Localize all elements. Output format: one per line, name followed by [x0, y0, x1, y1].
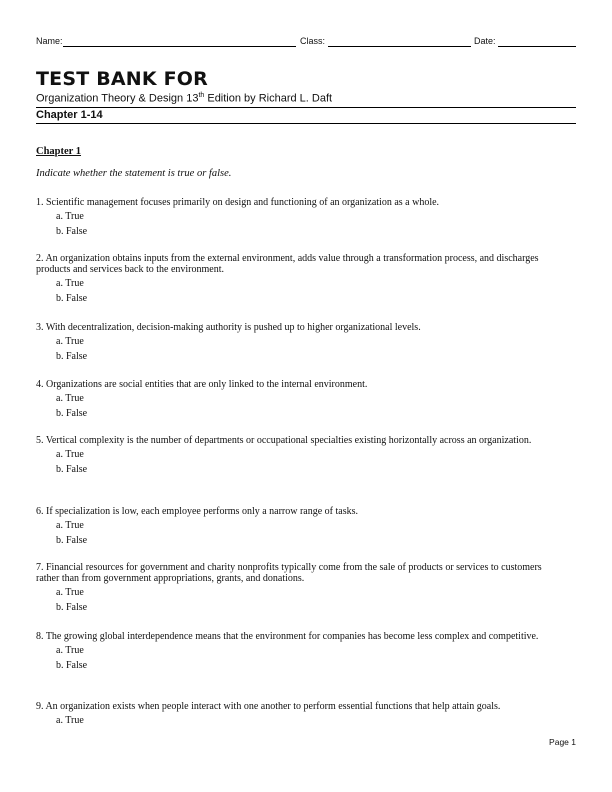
title-divider: [36, 107, 576, 108]
question-text: 6. If specialization is low, each employee performs only a narrow range of tasks.: [36, 506, 359, 517]
document-title: TEST BANK FOR: [36, 68, 208, 90]
answer-option: b. False: [56, 226, 88, 237]
question-text: 1. Scientific management focuses primarily on design and functioning of an organization as a whole.: [36, 197, 440, 208]
question-text: 2. An organization obtains inputs from the external environment, adds value through a transformation process, and discharges products and services back to the environment.: [36, 253, 539, 275]
document-subtitle: [36, 92, 332, 105]
question-text: 9. An organization exists when people interact with one another to perform essential functions that help attain goals.: [36, 701, 501, 712]
answer-option: a. True: [56, 336, 84, 347]
name-field-line: [63, 46, 296, 47]
question-text: 4. Organizations are social entities that are only linked to the internal environment.: [36, 379, 368, 390]
answer-option: a. True: [56, 520, 84, 531]
student-info-header: [36, 36, 576, 50]
question-5: [36, 435, 556, 475]
answer-option: b. False: [56, 602, 88, 613]
answer-option: b. False: [56, 408, 88, 419]
answer-option: a. True: [56, 587, 84, 598]
answer-option: a. True: [56, 393, 84, 404]
question-2: [36, 253, 556, 304]
class-label: Class:: [300, 36, 326, 46]
answer-option: a. True: [56, 449, 84, 460]
question-text: 7. Financial resources for government and charity nonprofits typically come from the sale of products or services to customers rather than from government appropriations, grants, and donations.: [36, 562, 542, 584]
page-number: Page 1: [549, 737, 576, 747]
answer-option: a. True: [56, 211, 84, 222]
answer-option: a. True: [56, 715, 84, 726]
question-3: [36, 322, 556, 362]
chapter-heading: Chapter 1: [36, 146, 82, 157]
question-6: [36, 506, 556, 546]
class-field-line: [328, 46, 471, 47]
question-9: [36, 701, 556, 726]
chapter-range-divider: [36, 123, 576, 124]
question-4: [36, 379, 556, 419]
answer-option: a. True: [56, 645, 84, 656]
chapter-range: Chapter 1-14: [36, 109, 103, 121]
answer-option: b. False: [56, 464, 88, 475]
question-text: 3. With decentralization, decision-making authority is pushed up to higher organizational levels.: [36, 322, 421, 333]
question-7: [36, 562, 556, 613]
answer-option: a. True: [56, 278, 84, 289]
instructions: Indicate whether the statement is true or false.: [36, 168, 232, 179]
date-label: Date:: [474, 36, 496, 46]
question-text: 5. Vertical complexity is the number of departments or occupational specialties existing horizontally across an organization.: [36, 435, 532, 446]
question-8: [36, 631, 556, 671]
answer-option: b. False: [56, 535, 88, 546]
subtitle-text: Organization Theory & Design 13: [36, 92, 199, 105]
answer-option: b. False: [56, 351, 88, 362]
subtitle-superscript: th: [198, 92, 205, 99]
name-label: Name:: [36, 36, 63, 46]
subtitle-text-end: Edition by Richard L. Daft: [204, 92, 333, 105]
question-1: [36, 197, 556, 237]
question-text: 8. The growing global interdependence means that the environment for companies has become less complex and competitive.: [36, 631, 539, 642]
answer-option: b. False: [56, 293, 88, 304]
answer-option: b. False: [56, 660, 88, 671]
date-field-line: [498, 46, 576, 47]
